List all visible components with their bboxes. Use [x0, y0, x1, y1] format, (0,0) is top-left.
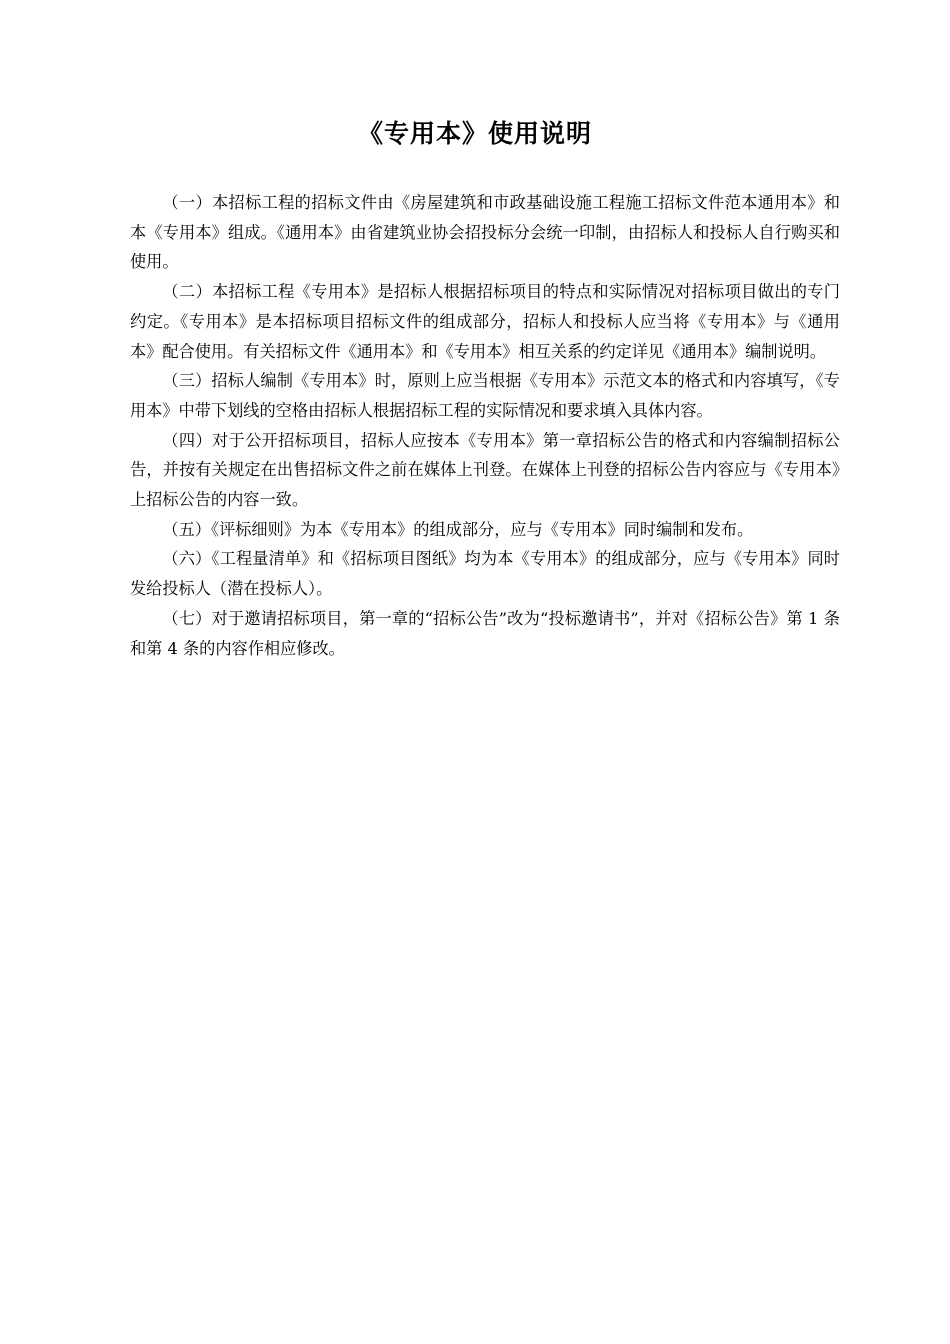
paragraph-5: （五）《评标细则》为本《专用本》的组成部分，应与《专用本》同时编制和发布。 [162, 519, 754, 539]
paragraph-2: （二）本招标工程《专用本》是招标人根据招标项目的特点和实际情况对招标项目做出的专门约定。《专用本》是本招标项目招标文件的组成部分，招标人和投标人应当将《专用本》与《通用本》配合使用。有关招标文件《通用本》和《专用本》相互关系的约定详见《通用本》编制说明。 [130, 282, 840, 361]
paragraph-7: （七）对于邀请招标项目，第一章的“招标公告”改为“投标邀请书”，并对《招标公告》第 1 条和第 4 条的内容作相应修改。 [130, 608, 840, 658]
paragraph-4: （四）对于公开招标项目，招标人应按本《专用本》第一章招标公告的格式和内容编制招标公告，并按有关规定在出售招标文件之前在媒体上刊登。在媒体上刊登的招标公告内容应与《专用本》上招标公告的内容一致。 [130, 430, 840, 510]
page-title: 《专用本》使用说明 [357, 119, 592, 148]
paragraph-1: （一）本招标工程的招标文件由《房屋建筑和市政基础设施工程施工招标文件范本通用本》和本《专用本》组成。《通用本》由省建筑业协会招投标分会统一印制，由招标人和投标人自行购买和使用。 [130, 193, 840, 272]
paragraph-3: （三）招标人编制《专用本》时，原则上应当根据《专用本》示范文本的格式和内容填写，《专用本》中带下划线的空格由招标人根据招标工程的实际情况和要求填入具体内容。 [130, 371, 840, 420]
paragraph-6: （六）《工程量清单》和《招标项目图纸》均为本《专用本》的组成部分，应与《专用本》同时发给投标人（潜在投标人）。 [130, 549, 840, 599]
document-body [130, 188, 840, 663]
